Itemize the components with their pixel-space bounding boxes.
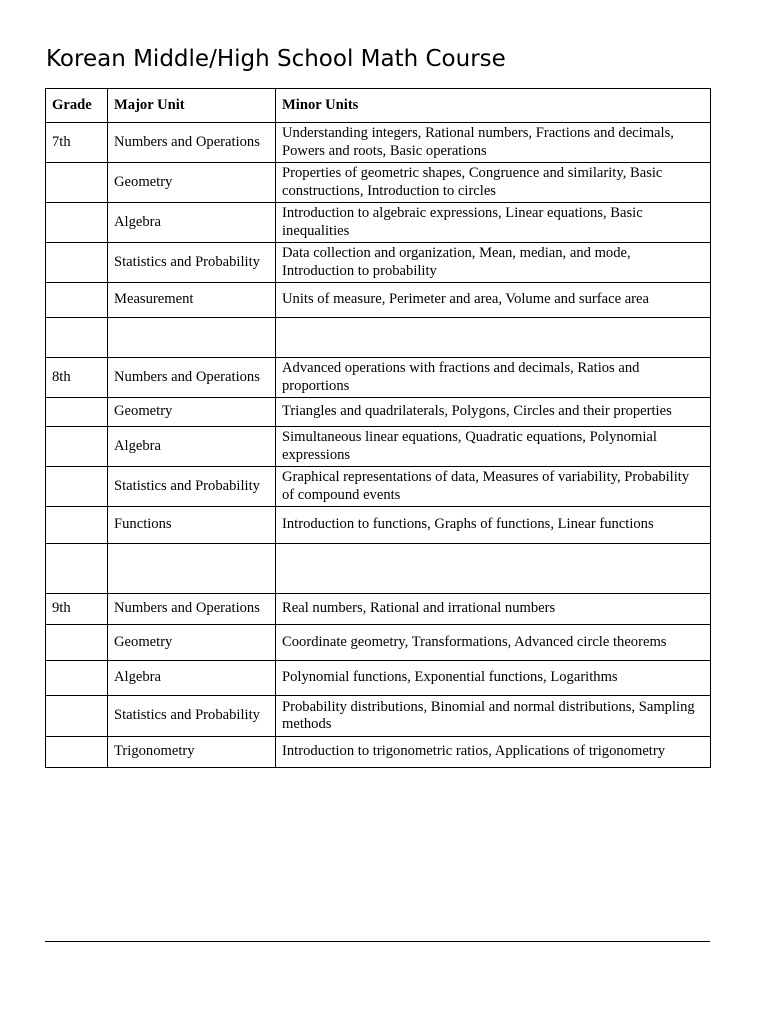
major-unit-cell bbox=[108, 544, 276, 594]
grade-cell bbox=[46, 661, 108, 696]
major-unit-cell: Geometry bbox=[108, 398, 276, 427]
minor-units-cell: Coordinate geometry, Transformations, Advanced circle theorems bbox=[276, 625, 711, 661]
major-unit-cell: Statistics and Probability bbox=[108, 243, 276, 283]
minor-units-cell: Units of measure, Perimeter and area, Volume and surface area bbox=[276, 283, 711, 318]
table-row bbox=[46, 283, 711, 318]
minor-units-cell: Polynomial functions, Exponential functions, Logarithms bbox=[276, 661, 711, 696]
header-major-unit: Major Unit bbox=[108, 89, 276, 123]
minor-units-cell: Data collection and organization, Mean, median, and mode, Introduction to probability bbox=[276, 243, 711, 283]
footer-divider bbox=[45, 941, 710, 942]
minor-units-cell: Advanced operations with fractions and decimals, Ratios and proportions bbox=[276, 358, 711, 398]
minor-units-cell: Introduction to functions, Graphs of functions, Linear functions bbox=[276, 507, 711, 544]
grade-cell bbox=[46, 696, 108, 737]
major-unit-cell: Statistics and Probability bbox=[108, 467, 276, 507]
minor-units-cell: Real numbers, Rational and irrational numbers bbox=[276, 594, 711, 625]
major-unit-cell: Statistics and Probability bbox=[108, 696, 276, 737]
minor-units-cell bbox=[276, 544, 711, 594]
table-row bbox=[46, 737, 711, 768]
table-row bbox=[46, 696, 711, 737]
table-row bbox=[46, 467, 711, 507]
major-unit-cell: Algebra bbox=[108, 661, 276, 696]
page-title: Korean Middle/High School Math Course bbox=[46, 46, 506, 72]
major-unit-cell: Trigonometry bbox=[108, 737, 276, 768]
grade-cell bbox=[46, 283, 108, 318]
major-unit-cell: Functions bbox=[108, 507, 276, 544]
table-row bbox=[46, 507, 711, 544]
grade-cell: 8th bbox=[46, 358, 108, 398]
table-row bbox=[46, 123, 711, 163]
table-row bbox=[46, 358, 711, 398]
table-row bbox=[46, 243, 711, 283]
grade-cell bbox=[46, 243, 108, 283]
table-spacer-row bbox=[46, 318, 711, 358]
minor-units-cell: Understanding integers, Rational numbers, Fractions and decimals, Powers and roots, Basic operations bbox=[276, 123, 711, 163]
grade-cell bbox=[46, 507, 108, 544]
grade-cell bbox=[46, 318, 108, 358]
curriculum-table bbox=[45, 88, 711, 768]
minor-units-cell: Simultaneous linear equations, Quadratic equations, Polynomial expressions bbox=[276, 427, 711, 467]
major-unit-cell bbox=[108, 318, 276, 358]
table-row bbox=[46, 625, 711, 661]
minor-units-cell: Properties of geometric shapes, Congruence and similarity, Basic constructions, Introduction to circles bbox=[276, 163, 711, 203]
major-unit-cell: Algebra bbox=[108, 427, 276, 467]
major-unit-cell: Algebra bbox=[108, 203, 276, 243]
grade-cell bbox=[46, 625, 108, 661]
minor-units-cell: Introduction to trigonometric ratios, Applications of trigonometry bbox=[276, 737, 711, 768]
grade-cell bbox=[46, 398, 108, 427]
table-row bbox=[46, 427, 711, 467]
minor-units-cell bbox=[276, 318, 711, 358]
table-row bbox=[46, 398, 711, 427]
table-row bbox=[46, 594, 711, 625]
table-row bbox=[46, 661, 711, 696]
table-spacer-row bbox=[46, 544, 711, 594]
table-row bbox=[46, 163, 711, 203]
minor-units-cell: Triangles and quadrilaterals, Polygons, Circles and their properties bbox=[276, 398, 711, 427]
major-unit-cell: Geometry bbox=[108, 163, 276, 203]
major-unit-cell: Numbers and Operations bbox=[108, 358, 276, 398]
grade-cell: 7th bbox=[46, 123, 108, 163]
major-unit-cell: Geometry bbox=[108, 625, 276, 661]
minor-units-cell: Probability distributions, Binomial and normal distributions, Sampling methods bbox=[276, 696, 711, 737]
grade-cell bbox=[46, 163, 108, 203]
major-unit-cell: Measurement bbox=[108, 283, 276, 318]
grade-cell bbox=[46, 737, 108, 768]
minor-units-cell: Graphical representations of data, Measures of variability, Probability of compound events bbox=[276, 467, 711, 507]
major-unit-cell: Numbers and Operations bbox=[108, 594, 276, 625]
grade-cell bbox=[46, 427, 108, 467]
table-row bbox=[46, 203, 711, 243]
minor-units-cell: Introduction to algebraic expressions, Linear equations, Basic inequalities bbox=[276, 203, 711, 243]
grade-cell bbox=[46, 203, 108, 243]
grade-cell: 9th bbox=[46, 594, 108, 625]
header-grade: Grade bbox=[46, 89, 108, 123]
header-row bbox=[46, 89, 711, 123]
major-unit-cell: Numbers and Operations bbox=[108, 123, 276, 163]
grade-cell bbox=[46, 544, 108, 594]
header-minor-units: Minor Units bbox=[276, 89, 711, 123]
grade-cell bbox=[46, 467, 108, 507]
